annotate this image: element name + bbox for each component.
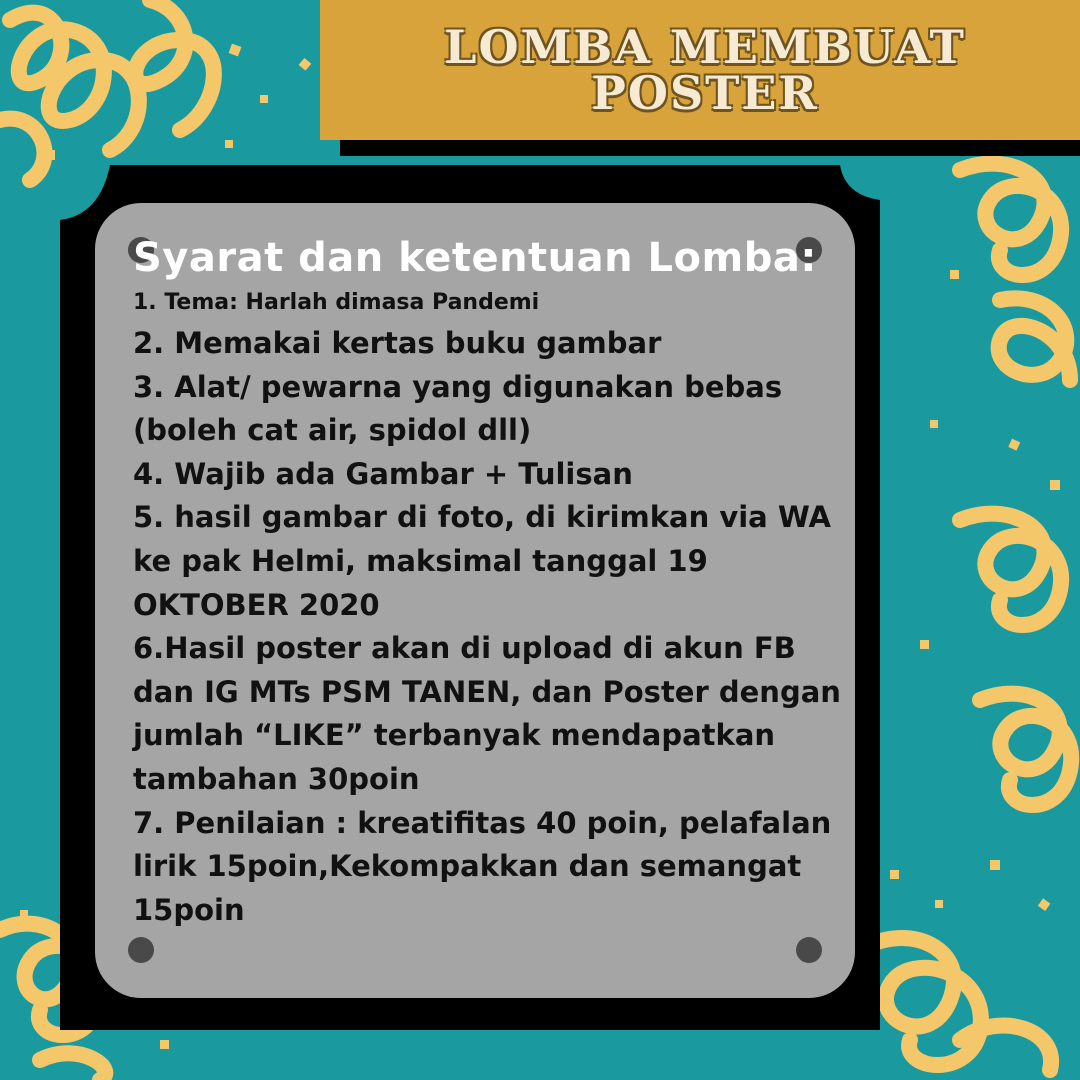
rule-item-3: 3. Alat/ pewarna yang digunakan bebas (boleh cat air, spidol dll)	[133, 369, 783, 448]
rule-item-4: 4. Wajib ada Gambar + Tulisan	[133, 456, 633, 491]
rule-item-5: 5. hasil gambar di foto, di kirimkan via WA ke pak Helmi, maksimal tanggal 19 OKTOBER 2020	[133, 500, 831, 622]
rule-item-6: 6.Hasil poster akan di upload di akun FB dan IG MTs PSM TANEN, dan Poster dengan jumlah “LIKE” terbanyak mendapatkan tambahan 30poin	[133, 631, 841, 796]
rule-item-1: 1. Tema: Harlah dimasa Pandemi	[133, 290, 540, 315]
rule-item-2: 2. Memakai kertas buku gambar	[133, 326, 662, 360]
rivet-bottom-left	[128, 937, 154, 963]
rule-item-7: 7. Penilaian : kreatifitas 40 poin, pelafalan lirik 15poin,Kekompakkan dan semangat 15poin	[133, 805, 832, 927]
rules-content	[133, 230, 853, 932]
title-line-1: LOMBA MEMBUAT	[444, 20, 966, 74]
rules-heading: Syarat dan ketentuan Lomba:	[133, 235, 817, 281]
title-line-2: POSTER	[591, 66, 819, 120]
rivet-bottom-right	[796, 937, 822, 963]
